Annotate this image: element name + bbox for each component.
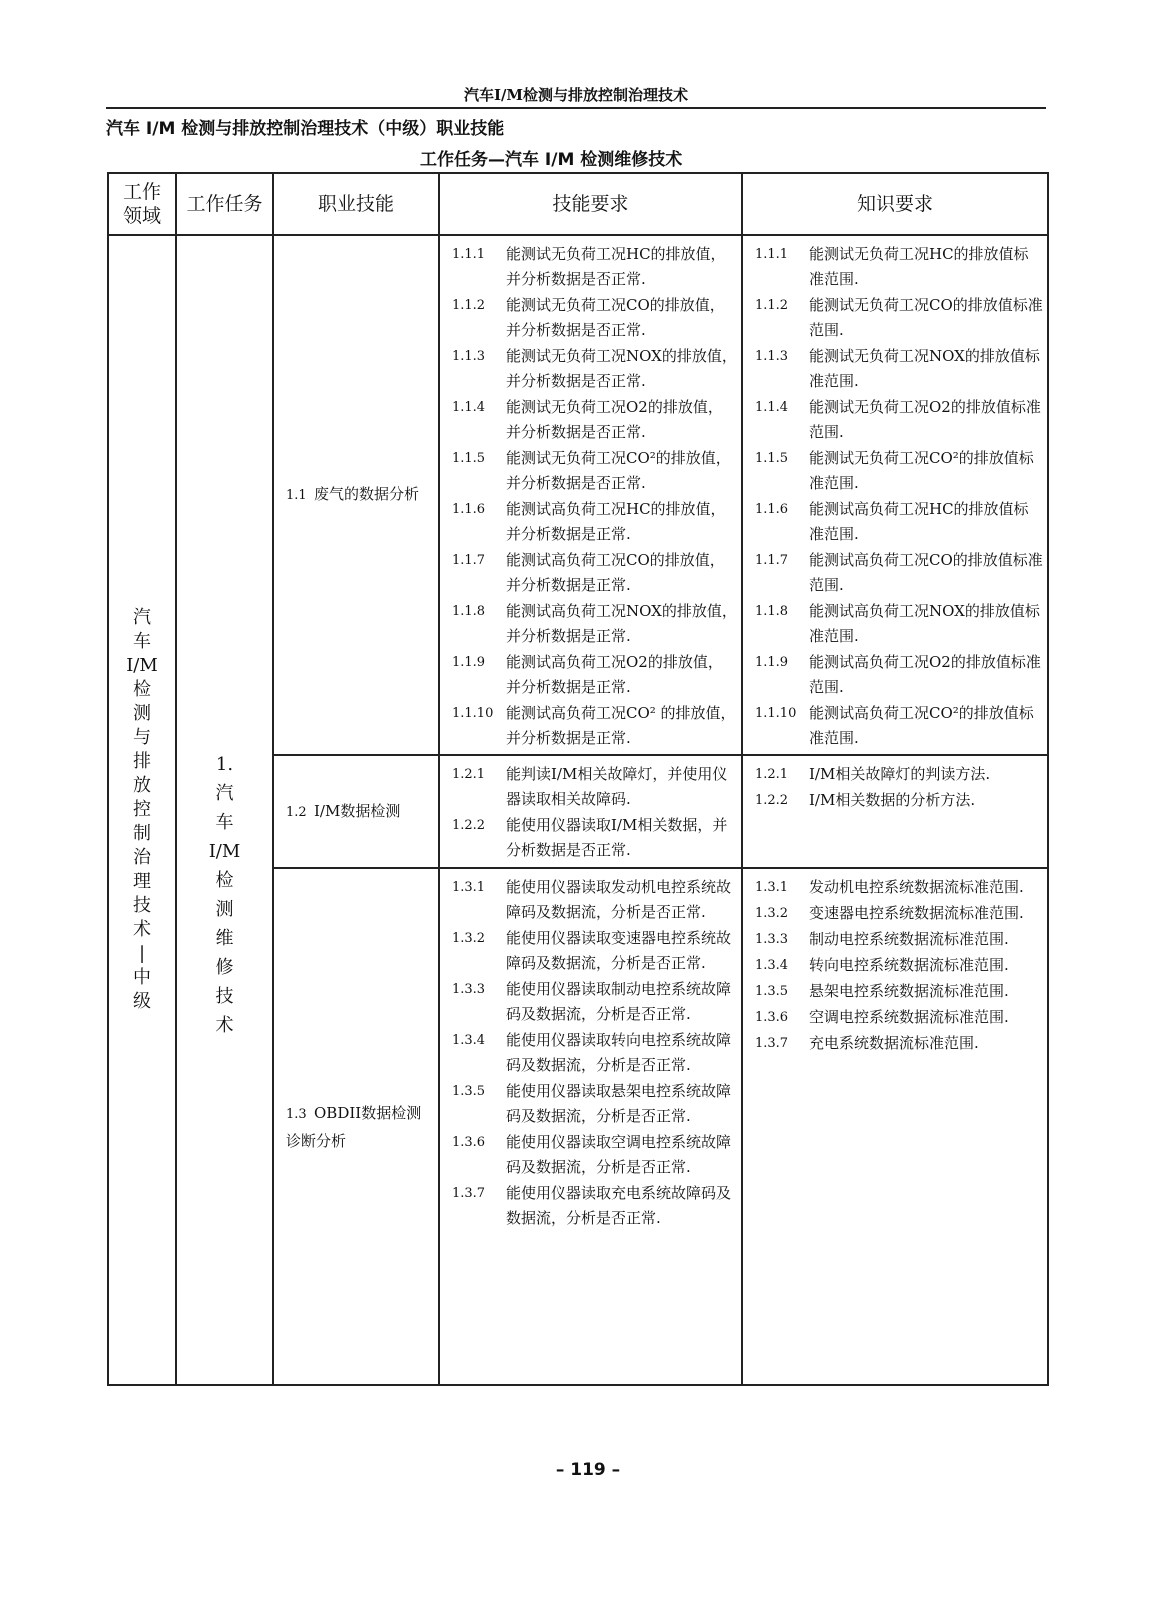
table-header-row [108, 173, 1048, 235]
header-work-domain [108, 173, 176, 235]
page-number: – 119 – [555, 1460, 621, 1480]
item-number: 1.3.6 [755, 1010, 789, 1025]
header-knowledge-requirements: 知识要求 [742, 173, 1048, 235]
item-text: 能使用仪器读取变速器电控系统故障码及数据流，分析是否正常. [506, 929, 732, 972]
item-number: 1.1.6 [755, 502, 789, 517]
work-domain-char: 技 [133, 895, 151, 916]
list-item [440, 1130, 741, 1180]
item-text: 能使用仪器读取I/M相关数据，并分析数据是否正常. [506, 816, 728, 859]
item-text: 能测试无负荷工况HC的排放值标准范围. [809, 245, 1029, 288]
item-text: 能测试无负荷工况NOX的排放值，并分析数据是否正常. [506, 347, 737, 390]
header-professional-skill: 职业技能 [273, 173, 439, 235]
knowledge-requirements-list [743, 869, 1047, 1059]
list-item [440, 926, 741, 976]
item-number: 1.1.6 [452, 502, 486, 517]
work-task-char: 技 [215, 986, 234, 1007]
item-text: 能测试高负荷工况HC的排放值，并分析数据是正常. [506, 500, 726, 543]
item-number: 1.1.2 [755, 298, 789, 313]
work-domain-char: 理 [133, 871, 151, 892]
item-number: 1.1.10 [755, 706, 797, 721]
skill-number: 1.3 [286, 1106, 307, 1122]
list-item [743, 762, 1047, 787]
list-item [440, 1181, 741, 1231]
item-number: 1.3.4 [755, 958, 789, 973]
item-number: 1.2.1 [452, 767, 486, 782]
item-number: 1.1.10 [452, 706, 494, 721]
item-text: 能使用仪器读取充电系统故障码及数据流，分析是否正常. [506, 1184, 732, 1227]
item-number: 1.2.1 [755, 767, 789, 782]
skill-requirements-cell [439, 235, 742, 755]
work-domain-char: 与 [133, 727, 151, 748]
item-number: 1.3.2 [755, 906, 789, 921]
knowledge-requirements-cell [742, 235, 1048, 755]
item-number: 1.3.5 [452, 1084, 486, 1099]
skill-requirements-list [440, 236, 741, 754]
list-item [743, 875, 1047, 900]
list-item [743, 979, 1047, 1004]
list-item [440, 395, 741, 445]
item-number: 1.1.1 [755, 247, 789, 262]
list-item [440, 762, 741, 812]
list-item [440, 599, 741, 649]
list-item [743, 927, 1047, 952]
running-header: 汽车I/M检测与排放控制治理技术 [463, 86, 689, 104]
item-number: 1.1.9 [452, 655, 486, 670]
list-item [743, 1005, 1047, 1030]
list-item [743, 242, 1047, 292]
item-text: 悬架电控系统数据流标准范围. [809, 982, 1009, 1000]
list-item [440, 242, 741, 292]
item-number: 1.3.4 [452, 1033, 486, 1048]
knowledge-requirements-cell [742, 868, 1048, 1385]
item-number: 1.1.3 [755, 349, 789, 364]
work-domain-char: 检 [133, 679, 151, 700]
list-item [440, 497, 741, 547]
header-skill-requirements: 技能要求 [439, 173, 742, 235]
work-domain-char: 术 [133, 919, 151, 940]
item-number: 1.3.7 [452, 1186, 486, 1201]
work-task-char: 维 [215, 928, 234, 949]
item-number: 1.1.5 [755, 451, 789, 466]
item-text: 能使用仪器读取悬架电控系统故障码及数据流，分析是否正常. [506, 1082, 732, 1125]
item-number: 1.1.3 [452, 349, 486, 364]
item-text: I/M相关故障灯的判读方法. [809, 765, 991, 783]
work-task-char: 测 [215, 899, 234, 920]
list-item [743, 901, 1047, 926]
item-number: 1.1.7 [452, 553, 486, 568]
item-text: 制动电控系统数据流标准范围. [809, 930, 1009, 948]
work-task-char: 修 [215, 957, 234, 978]
item-text: 充电系统数据流标准范围. [809, 1034, 979, 1052]
list-item [440, 701, 741, 751]
skill-label: I/M数据检测 [314, 801, 401, 820]
item-number: 1.3.1 [755, 880, 789, 895]
item-text: 发动机电控系统数据流标准范围. [809, 878, 1024, 896]
header-label: 工作领域 [122, 181, 161, 227]
work-domain-char: 中 [133, 967, 151, 988]
item-number: 1.3.6 [452, 1135, 486, 1150]
item-text: 能使用仪器读取转向电控系统故障码及数据流，分析是否正常. [506, 1031, 732, 1074]
item-text: 能测试高负荷工况CO²的排放值标准范围. [809, 704, 1034, 747]
list-item [743, 395, 1047, 445]
item-number: 1.1.1 [452, 247, 486, 262]
skill-number: 1.1 [286, 488, 307, 503]
list-item [743, 446, 1047, 496]
work-task-char: I/M [208, 841, 241, 862]
item-text: I/M相关数据的分析方法. [809, 791, 976, 809]
item-text: 能测试高负荷工况CO的排放值，并分析数据是正常. [506, 551, 725, 594]
item-text: 能测试无负荷工况CO²的排放值标准范围. [809, 449, 1034, 492]
list-item [743, 344, 1047, 394]
knowledge-requirements-list [743, 756, 1047, 816]
knowledge-requirements-list [743, 236, 1047, 754]
work-domain-char: 制 [133, 823, 151, 844]
list-item [743, 497, 1047, 547]
item-number: 1.3.2 [452, 931, 486, 946]
item-number: 1.1.7 [755, 553, 789, 568]
work-task-char: 1. [215, 754, 234, 775]
item-number: 1.2.2 [755, 793, 789, 808]
work-domain-char: 控 [133, 799, 151, 820]
list-item [440, 1079, 741, 1129]
item-number: 1.1.5 [452, 451, 486, 466]
table-row [108, 235, 1048, 755]
list-item [440, 1028, 741, 1078]
work-task-char: 车 [215, 812, 234, 833]
item-text: 能测试高负荷工况CO的排放值标准范围. [809, 551, 1043, 594]
list-item [743, 599, 1047, 649]
item-text: 能测试无负荷工况O2的排放值标准范围. [809, 398, 1041, 441]
list-item [440, 344, 741, 394]
item-text: 能使用仪器读取发动机电控系统故障码及数据流，分析是否正常. [506, 878, 732, 921]
work-task-char: 汽 [215, 783, 234, 804]
item-text: 能测试无负荷工况CO²的排放值，并分析数据是否正常. [506, 449, 731, 492]
list-item [743, 650, 1047, 700]
item-text: 能测试无负荷工况O2的排放值，并分析数据是否正常. [506, 398, 723, 441]
list-item [440, 813, 741, 863]
work-task-cell [176, 235, 273, 1385]
item-text: 能测试高负荷工况HC的排放值标准范围. [809, 500, 1029, 543]
list-item [440, 875, 741, 925]
skill-requirements-cell [439, 755, 742, 868]
item-number: 1.3.5 [755, 984, 789, 999]
work-domain-char: I/M [126, 655, 158, 676]
item-number: 1.2.2 [452, 818, 486, 833]
work-domain-char: 治 [133, 847, 151, 868]
item-text: 能测试无负荷工况CO的排放值，并分析数据是否正常. [506, 296, 725, 339]
item-text: 能测试高负荷工况CO² 的排放值，并分析数据是正常. [506, 704, 736, 747]
professional-skill-cell [273, 868, 439, 1385]
skills-table [107, 172, 1049, 1386]
list-item [440, 446, 741, 496]
professional-skill-cell [273, 755, 439, 868]
work-domain-char: 车 [133, 631, 151, 652]
item-number: 1.1.2 [452, 298, 486, 313]
list-item [440, 293, 741, 343]
item-text: 能测试高负荷工况O2的排放值标准范围. [809, 653, 1041, 696]
list-item [743, 701, 1047, 751]
skill-label: 废气的数据分析 [314, 485, 420, 503]
work-task-char: 检 [215, 870, 234, 891]
item-text: 能测试无负荷工况HC的排放值，并分析数据是否正常. [506, 245, 726, 288]
list-item [743, 548, 1047, 598]
skill-requirements-list [440, 756, 741, 866]
list-item [743, 788, 1047, 813]
item-text: 能判读I/M相关故障灯，并使用仪器读取相关故障码. [506, 765, 728, 808]
item-number: 1.3.7 [755, 1036, 789, 1051]
item-text: 能使用仪器读取制动电控系统故障码及数据流，分析是否正常. [506, 980, 732, 1023]
list-item [743, 1031, 1047, 1056]
professional-skill-cell [273, 235, 439, 755]
work-domain-char: | [138, 943, 146, 964]
work-domain-cell [108, 235, 176, 1385]
item-text: 变速器电控系统数据流标准范围. [809, 904, 1024, 922]
item-number: 1.3.3 [755, 932, 789, 947]
header-rule [106, 107, 1046, 109]
work-domain-char: 排 [133, 751, 151, 772]
item-text: 能测试无负荷工况CO的排放值标准范围. [809, 296, 1043, 339]
skill-label: OBDII数据检测诊断分析 [286, 1103, 422, 1150]
item-number: 1.1.8 [755, 604, 789, 619]
list-item [440, 977, 741, 1027]
item-text: 能测试无负荷工况NOX的排放值标准范围. [809, 347, 1040, 390]
work-domain-char: 汽 [133, 607, 151, 628]
work-domain-char: 放 [133, 775, 151, 796]
item-number: 1.3.3 [452, 982, 486, 997]
list-item [440, 548, 741, 598]
item-number: 1.1.9 [755, 655, 789, 670]
item-number: 1.1.8 [452, 604, 486, 619]
list-item [440, 650, 741, 700]
list-item [743, 293, 1047, 343]
item-number: 1.1.4 [755, 400, 789, 415]
list-item [743, 953, 1047, 978]
knowledge-requirements-cell [742, 755, 1048, 868]
item-number: 1.3.1 [452, 880, 486, 895]
item-text: 能测试高负荷工况NOX的排放值标准范围. [809, 602, 1040, 645]
work-task-char: 术 [215, 1015, 234, 1036]
item-text: 能测试高负荷工况O2的排放值，并分析数据是正常. [506, 653, 723, 696]
skill-number: 1.2 [286, 804, 307, 820]
skill-requirements-list [440, 869, 741, 1234]
item-text: 能使用仪器读取空调电控系统故障码及数据流，分析是否正常. [506, 1133, 732, 1176]
work-domain-char: 级 [133, 991, 151, 1012]
item-text: 能测试高负荷工况NOX的排放值，并分析数据是正常. [506, 602, 737, 645]
item-text: 空调电控系统数据流标准范围. [809, 1008, 1009, 1026]
table-subtitle: 工作任务—汽车 I/M 检测维修技术 [420, 150, 683, 170]
document-title: 汽车 I/M 检测与排放控制治理技术（中级）职业技能 [106, 119, 505, 139]
item-number: 1.1.4 [452, 400, 486, 415]
skill-requirements-cell [439, 868, 742, 1385]
work-domain-char: 测 [133, 703, 151, 724]
header-work-task: 工作任务 [176, 173, 273, 235]
item-text: 转向电控系统数据流标准范围. [809, 956, 1009, 974]
